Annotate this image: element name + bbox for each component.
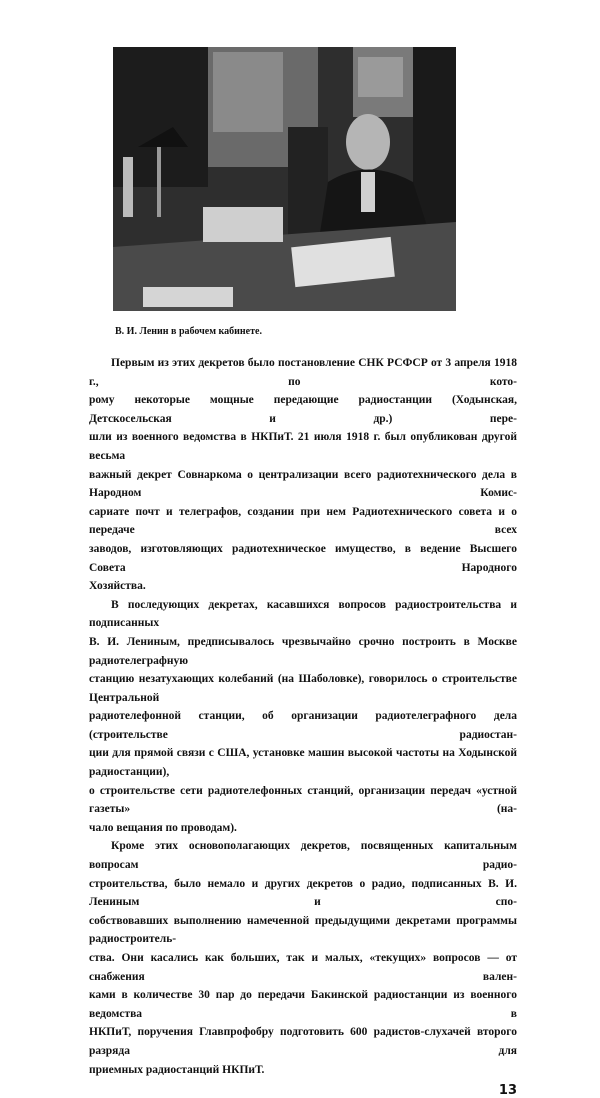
- text-line: ками в количестве 30 пар до передачи Бакинской радиостанции из военного ведомства в: [89, 989, 517, 1020]
- text-line: ции для прямой связи с США, установке машин высокой частоты на Ходынской радиостанции),: [89, 747, 517, 779]
- text-line: о строительстве сети радиотелефонных станций, организации передач «устной газеты» (на-: [89, 784, 517, 816]
- text-line: приемных радиостанций НКПиТ.: [89, 1063, 265, 1076]
- paragraphs: [89, 354, 517, 1079]
- text-line: Хозяйства.: [89, 580, 146, 593]
- text-line: рому некоторые мощные передающие радиостанции (Ходынская, Детскосельская и др.) пере-: [89, 394, 517, 425]
- text-line: собствовавших выполнению намеченной предыдущими декретами программы радиостроитель-: [89, 914, 517, 946]
- text-line: шли из военного ведомства в НКПиТ. 21 июля 1918 г. был опубликован другой весьма: [89, 431, 517, 462]
- text-line: важный декрет Совнаркома о централизации всего радиотехнического дела в Народном Комис-: [89, 468, 517, 500]
- paragraph: [89, 354, 517, 596]
- text-line: станцию незатухающих колебаний (на Шаболовке), говорилось о строительстве Центральной: [89, 673, 517, 704]
- text-line: строительства, было немало и других декретов о радио, подписанных В. И. Лениным и спо-: [89, 877, 517, 909]
- body-text: [89, 354, 517, 1098]
- text-line: В последующих декретах, касавшихся вопросов радиостроительства и подписанных: [89, 598, 517, 630]
- paragraph: [89, 837, 517, 1079]
- text-line: заводов, изготовляющих радиотехническое имущество, в ведение Высшего Совета Народного: [89, 542, 517, 574]
- photo-lenin-in-office: [113, 47, 456, 311]
- text-line: Первым из этих декретов было постановление СНК РСФСР от 3 апреля 1918 г., по кото-: [89, 357, 517, 388]
- text-line: В. И. Лениным, предписывалось чрезвычайно срочно построить в Москве радиотелеграфную: [89, 635, 517, 667]
- text-line: НКПиТ, поручения Главпрофобру подготовить 600 радистов-слухачей второго разряда для: [89, 1026, 517, 1057]
- page-number: 13: [498, 1083, 517, 1098]
- photo-caption: В. И. Ленин в рабочем кабинете.: [115, 326, 262, 337]
- text-line: чало вещания по проводам).: [89, 821, 237, 834]
- paragraph: [89, 596, 517, 838]
- text-line: сариате почт и телеграфов, создании при нем Радиотехнического совета и о передаче всех: [89, 505, 517, 537]
- text-line: ства. Они касались как больших, так и малых, «текущих» вопросов — от снабжения вален-: [89, 952, 517, 983]
- text-line: радиотелефонной станции, об организации радиотелеграфного дела (строительстве радиостан-: [89, 710, 517, 741]
- text-line: Кроме этих основополагающих декретов, посвященных капитальным вопросам радио-: [89, 840, 517, 872]
